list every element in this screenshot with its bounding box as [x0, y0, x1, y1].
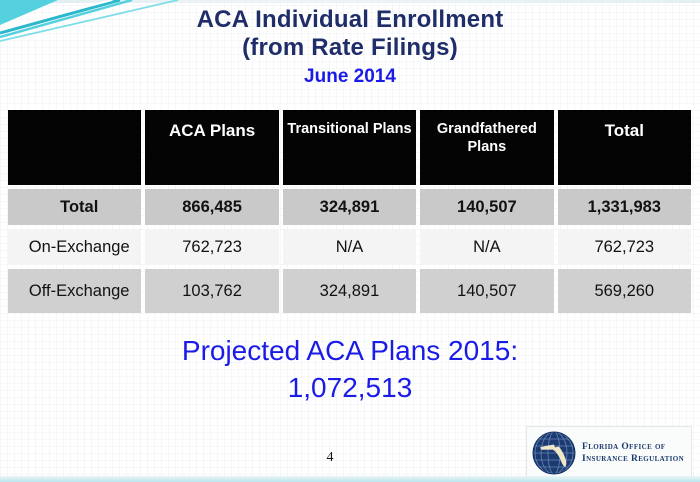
logo-text: [582, 441, 684, 466]
cell-on-exchange-aca: 762,723: [145, 229, 278, 265]
cell-off-exchange-total: 569,260: [558, 269, 691, 313]
logo-text-line2: Insurance Regulation: [582, 454, 685, 464]
cell-off-exchange-transitional: 324,891: [283, 269, 416, 313]
page-number: 4: [326, 450, 334, 465]
header-corner-cell: [8, 110, 141, 185]
globe-florida-icon: [531, 429, 577, 477]
cell-total-total: 1,331,983: [558, 189, 691, 225]
header-aca-plans: ACA Plans: [145, 110, 278, 185]
slide-title-line1: ACA Individual Enrollment: [196, 6, 504, 33]
title-block: [0, 6, 700, 88]
logo-text-line1: Florida Office of: [582, 441, 666, 452]
row-label-on-exchange: On-Exchange: [8, 229, 141, 265]
enrollment-table: [4, 106, 695, 317]
cell-total-grandfathered: 140,507: [420, 189, 553, 225]
row-label-off-exchange: Off-Exchange: [8, 269, 141, 313]
header-total: Total: [558, 110, 691, 185]
table-row-total: [8, 189, 691, 225]
header-transitional-plans: Transitional Plans: [283, 110, 416, 185]
projection-line1: Projected ACA Plans 2015:: [181, 335, 519, 366]
row-label-total: Total: [8, 189, 141, 225]
cell-off-exchange-aca: 103,762: [145, 269, 278, 313]
bottom-edge-band: [0, 476, 700, 482]
cell-on-exchange-total: 762,723: [558, 229, 691, 265]
table-row-on-exchange: [8, 229, 691, 265]
slide-title-line2: (from Rate Filings): [242, 34, 458, 62]
table-header-row: [8, 110, 691, 185]
projection-line2: 1,072,513: [287, 371, 413, 403]
cell-on-exchange-transitional: N/A: [283, 229, 416, 265]
projection-text: [0, 333, 700, 407]
cell-on-exchange-grandfathered: N/A: [420, 229, 553, 265]
cell-total-transitional: 324,891: [283, 189, 416, 225]
florida-oir-logo: [527, 427, 691, 479]
header-grandfathered-plans: Grandfathered Plans: [420, 110, 553, 185]
slide-subtitle-date: June 2014: [304, 65, 396, 87]
cell-total-aca: 866,485: [145, 189, 278, 225]
table-row-off-exchange: [8, 269, 691, 313]
cell-off-exchange-grandfathered: 140,507: [420, 269, 553, 313]
